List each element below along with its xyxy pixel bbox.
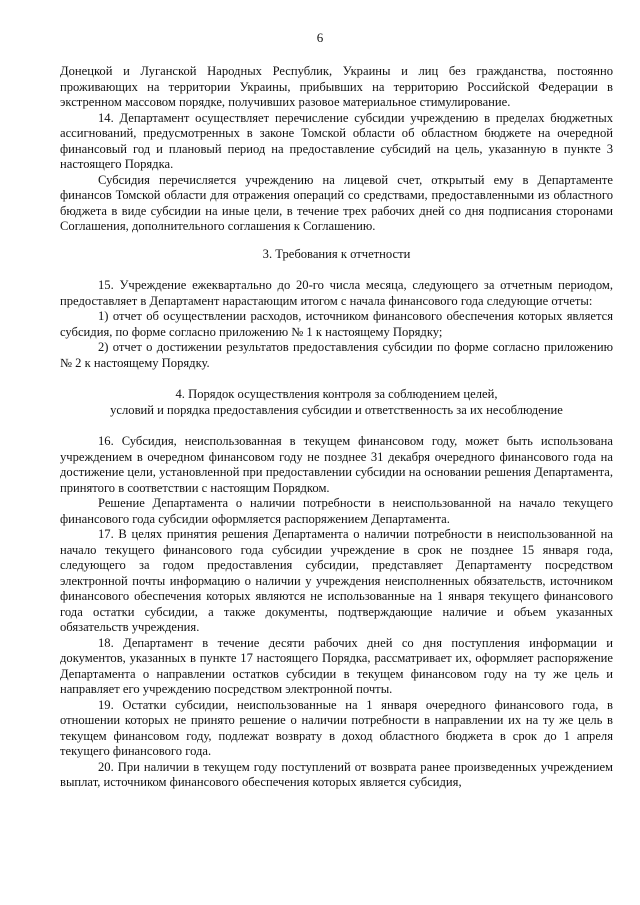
- paragraph-15-item-2: 2) отчет о достижении результатов предоставления субсидии по форме согласно приложению № 2 к настоящему Порядку.: [60, 340, 613, 370]
- paragraph-continuation: Донецкой и Луганской Народных Республик, Украины и лиц без гражданства, постоянно проживающих на территории Украины, прибывших на территорию Российской Федерации в экстренном массовом порядке, получивших разовое материальное стимулирование.: [60, 64, 613, 109]
- paragraph-16-decision: Решение Департамента о наличии потребности в неиспользованной на начало текущего финансового года субсидии оформляется распоряжением Департамента.: [60, 496, 613, 526]
- paragraph-18: 18. Департамент в течение десяти рабочих дней со дня поступления информации и документов, указанных в пункте 17 настоящего Порядка, рассматривает их, оформляет распоряжение Департамента о направлении остатков субсидии в текущем финансовом году на ту же цель и направляет его учреждению посредством электронной почты.: [60, 635, 613, 696]
- paragraph-15-item-1: 1) отчет об осуществлении расходов, источником финансового обеспечения которых является субсидия, по форме согласно приложению № 1 к настоящему Порядку;: [60, 309, 613, 339]
- paragraph-15: 15. Учреждение ежеквартально до 20-го числа месяца, следующего за отчетным периодом, предоставляет в Департамент нарастающим итогом с начала финансового года следующие отчеты:: [60, 278, 613, 308]
- section-4-heading-line-1: 4. Порядок осуществления контроля за соблюдением целей,: [175, 387, 498, 401]
- paragraph-20: 20. При наличии в текущем году поступлений от возврата ранее произведенных учреждением выплат, источником финансового обеспечения которых является субсидия,: [60, 759, 613, 789]
- page-number: 6: [316, 30, 324, 45]
- paragraph-14-subsidy-transfer: Субсидия перечисляется учреждению на лицевой счет, открытый ему в Департаменте финансов Томской области для отражения операций со средствами, предоставленными из областного бюджета в виде субсидии на иные цели, в течение трех рабочих дней со дня подписания сторонами Соглашения, дополнительного соглашения к Соглашению.: [60, 172, 613, 233]
- document-body: [60, 64, 613, 791]
- paragraph-14: 14. Департамент осуществляет перечисление субсидии учреждению в пределах бюджетных ассигнований, предусмотренных в законе Томской области об областном бюджете на очередной финансовый год и плановый период на предоставление субсидий на цель, указанную в пункте 3 настоящего Порядка.: [60, 110, 613, 171]
- paragraph-17: 17. В целях принятия решения Департамента о наличии потребности в неиспользованной на начало текущего финансового года субсидии учреждение в срок не позднее 15 января года, следующего за годом предоставления субсидии, представляет Департаменту посредством электронной почты информацию о наличии у учреждения неисполненных обязательств, источником финансового обеспечения которых являются не использованные на 1 января текущего финансового года остатки субсидии, а также документы, подтверждающие наличие и объем указанных обязательств учреждения.: [60, 527, 613, 634]
- section-3-heading: 3. Требования к отчетности: [262, 246, 411, 261]
- paragraph-16: 16. Субсидия, неиспользованная в текущем финансовом году, может быть использована учреждением в очередном финансовом году не позднее 31 декабря очередного финансового года на достижение цели, установленной при предоставлении субсидии на основании решения Департамента, принятого в соответствии с настоящим Порядком.: [60, 434, 613, 495]
- section-4-heading-line-2: условий и порядка предоставления субсидии и ответственность за их несоблюдение: [110, 402, 563, 417]
- paragraph-19: 19. Остатки субсидии, неиспользованные на 1 января очередного финансового года, в отношении которых не принято решение о наличии потребности в направлении их на ту же цель в текущем финансовом году, подлежат возврату в доход областного бюджета в срок до 1 апреля текущего финансового года.: [60, 697, 613, 758]
